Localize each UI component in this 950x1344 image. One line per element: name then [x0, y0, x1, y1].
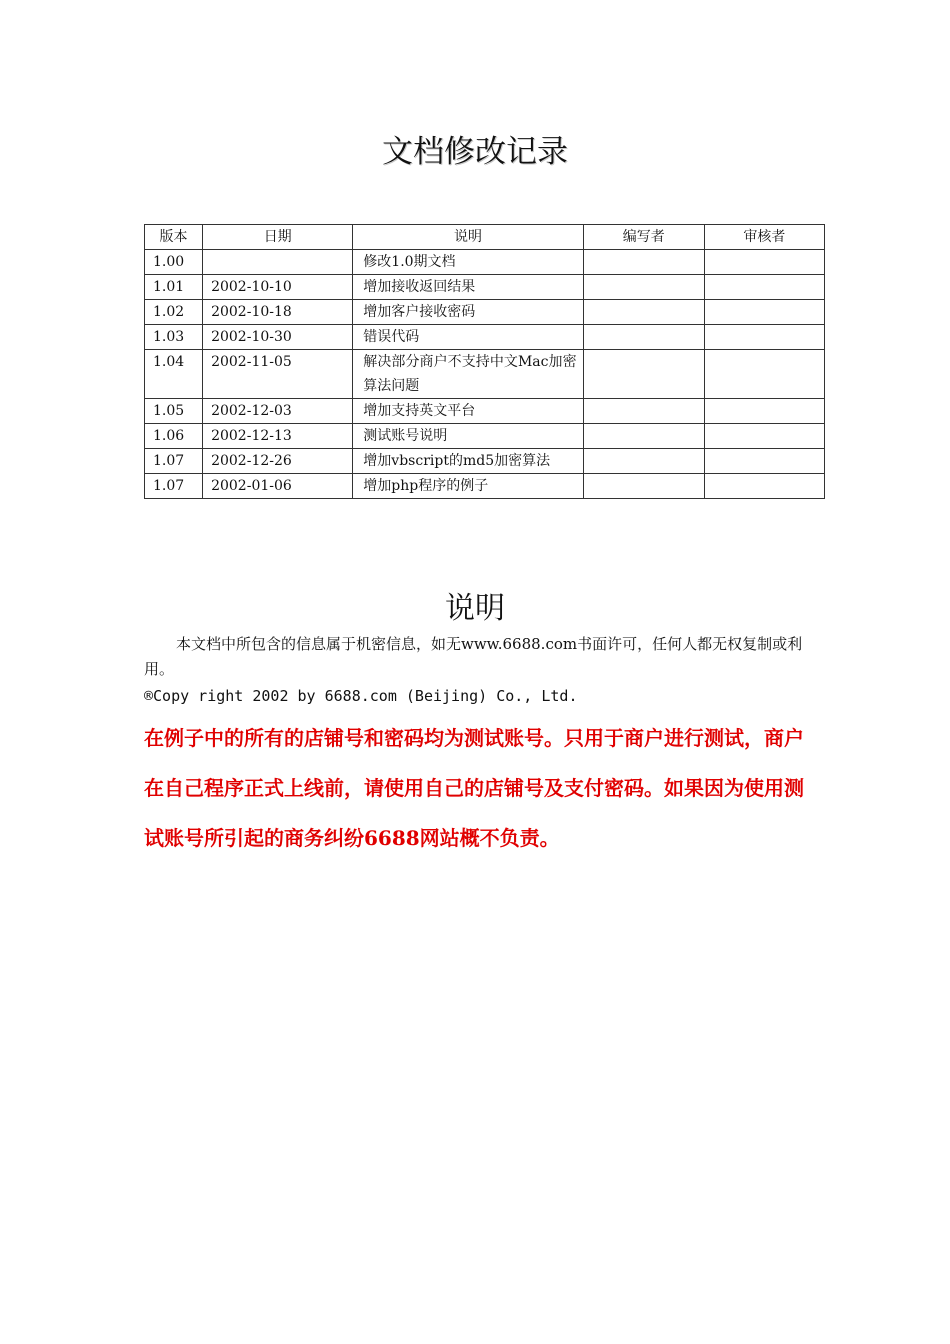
cell-description: 修改1.0期文档 — [353, 250, 583, 275]
cell-author — [583, 424, 704, 449]
cell-reviewer — [704, 424, 824, 449]
cell-date: 2002-10-10 — [203, 275, 353, 300]
cell-date: 2002-10-18 — [203, 300, 353, 325]
cell-reviewer — [704, 399, 824, 424]
section-title: 说明 — [445, 591, 505, 626]
cell-reviewer — [704, 449, 824, 474]
header-description: 说明 — [353, 225, 583, 250]
cell-author — [583, 399, 704, 424]
cell-date: 2002-11-05 — [203, 350, 353, 399]
cell-version: 1.07 — [145, 474, 203, 499]
header-date: 日期 — [203, 225, 353, 250]
cell-description: 错误代码 — [353, 325, 583, 350]
cell-version: 1.07 — [145, 449, 203, 474]
table-row — [145, 250, 825, 275]
page-title: 文档修改记录 — [382, 134, 568, 170]
cell-author — [583, 474, 704, 499]
table-row — [145, 424, 825, 449]
table-row — [145, 449, 825, 474]
cell-description: 测试账号说明 — [353, 424, 583, 449]
cell-date — [203, 250, 353, 275]
table-row — [145, 325, 825, 350]
cell-reviewer — [704, 275, 824, 300]
cell-date: 2002-12-13 — [203, 424, 353, 449]
cell-version: 1.04 — [145, 350, 203, 399]
cell-description: 增加客户接收密码 — [353, 300, 583, 325]
cell-version: 1.02 — [145, 300, 203, 325]
cell-date: 2002-10-30 — [203, 325, 353, 350]
cell-author — [583, 275, 704, 300]
cell-date: 2002-01-06 — [203, 474, 353, 499]
cell-version: 1.03 — [145, 325, 203, 350]
notice-paragraph: 本文档中所包含的信息属于机密信息，如无www.6688.com书面许可，任何人都无权复制或利用。 — [144, 635, 803, 678]
cell-author — [583, 325, 704, 350]
cell-reviewer — [704, 350, 824, 399]
header-reviewer: 审核者 — [704, 225, 824, 250]
cell-date: 2002-12-03 — [203, 399, 353, 424]
cell-reviewer — [704, 250, 824, 275]
cell-author — [583, 350, 704, 399]
cell-author — [583, 250, 704, 275]
cell-reviewer — [704, 474, 824, 499]
cell-version: 1.00 — [145, 250, 203, 275]
table-row — [145, 275, 825, 300]
header-author: 编写者 — [583, 225, 704, 250]
cell-author — [583, 449, 704, 474]
cell-date: 2002-12-26 — [203, 449, 353, 474]
cell-reviewer — [704, 300, 824, 325]
cell-version: 1.06 — [145, 424, 203, 449]
cell-description: 增加vbscript的md5加密算法 — [353, 449, 583, 474]
revision-table — [144, 224, 825, 499]
cell-version: 1.05 — [145, 399, 203, 424]
cell-description: 增加支持英文平台 — [353, 399, 583, 424]
table-row — [145, 350, 825, 399]
cell-reviewer — [704, 325, 824, 350]
copyright-line: ®Copy right 2002 by 6688.com (Beijing) Co., Ltd. — [144, 687, 578, 705]
warning-text: 在例子中的所有的店铺号和密码均为测试账号。只用于商户进行测试，商户在自己程序正式上线前，请使用自己的店铺号及支付密码。如果因为使用测试账号所引起的商务纠纷6688网站概不负责。 — [144, 726, 804, 850]
table-header-row — [145, 225, 825, 250]
cell-description: 增加php程序的例子 — [353, 474, 583, 499]
table-row — [145, 474, 825, 499]
cell-description: 解决部分商户不支持中文Mac加密算法问题 — [353, 350, 583, 399]
table-row — [145, 399, 825, 424]
cell-description: 增加接收返回结果 — [353, 275, 583, 300]
header-version: 版本 — [145, 225, 203, 250]
cell-author — [583, 300, 704, 325]
table-row — [145, 300, 825, 325]
cell-version: 1.01 — [145, 275, 203, 300]
